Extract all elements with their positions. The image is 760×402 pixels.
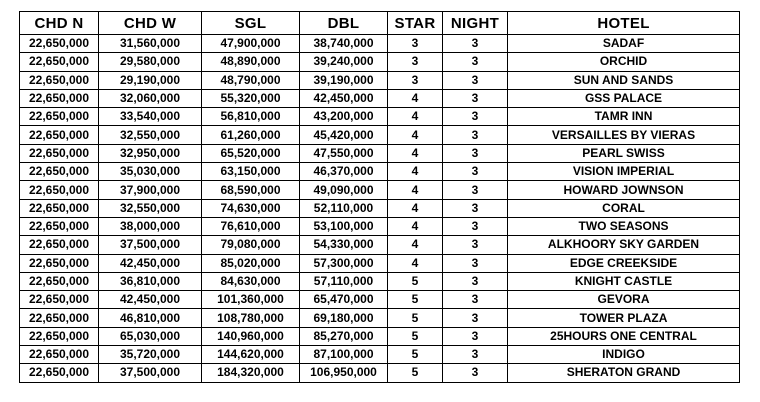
night-cell: 3 <box>443 327 508 345</box>
hotel-cell: INDIGO <box>508 346 740 364</box>
sgl-cell: 108,780,000 <box>202 309 300 327</box>
star-cell: 5 <box>388 272 443 290</box>
sgl-cell: 184,320,000 <box>202 364 300 382</box>
night-cell: 3 <box>443 144 508 162</box>
chd-n-cell: 22,650,000 <box>20 35 99 53</box>
chd-n-cell: 22,650,000 <box>20 126 99 144</box>
star-cell: 4 <box>388 254 443 272</box>
chd-w-cell: 31,560,000 <box>99 35 202 53</box>
star-cell: 4 <box>388 199 443 217</box>
star-cell: 4 <box>388 89 443 107</box>
hotel-cell: HOWARD JOWNSON <box>508 181 740 199</box>
chd-n-cell: 22,650,000 <box>20 254 99 272</box>
table-row <box>20 309 740 327</box>
chd-n-cell: 22,650,000 <box>20 327 99 345</box>
night-cell: 3 <box>443 254 508 272</box>
hotel-cell: PEARL SWISS <box>508 144 740 162</box>
table-row <box>20 181 740 199</box>
table-body <box>20 35 740 383</box>
night-cell: 3 <box>443 346 508 364</box>
chd-w-cell: 32,950,000 <box>99 144 202 162</box>
chd-w-cell: 29,190,000 <box>99 71 202 89</box>
sgl-cell: 56,810,000 <box>202 108 300 126</box>
night-cell: 3 <box>443 236 508 254</box>
hotel-cell: ORCHID <box>508 53 740 71</box>
chd-w-cell: 42,450,000 <box>99 254 202 272</box>
star-cell: 4 <box>388 163 443 181</box>
star-cell: 5 <box>388 327 443 345</box>
dbl-cell: 43,200,000 <box>300 108 388 126</box>
sgl-cell: 140,960,000 <box>202 327 300 345</box>
sgl-cell: 85,020,000 <box>202 254 300 272</box>
chd-w-cell: 42,450,000 <box>99 291 202 309</box>
chd-w-cell: 36,810,000 <box>99 272 202 290</box>
header-dbl: DBL <box>300 12 388 35</box>
sgl-cell: 55,320,000 <box>202 89 300 107</box>
table-row <box>20 364 740 382</box>
dbl-cell: 65,470,000 <box>300 291 388 309</box>
hotel-cell: KNIGHT CASTLE <box>508 272 740 290</box>
chd-n-cell: 22,650,000 <box>20 217 99 235</box>
night-cell: 3 <box>443 364 508 382</box>
sgl-cell: 61,260,000 <box>202 126 300 144</box>
night-cell: 3 <box>443 35 508 53</box>
table-row <box>20 53 740 71</box>
header-chd-n: CHD N <box>20 12 99 35</box>
header-chd-w: CHD W <box>99 12 202 35</box>
night-cell: 3 <box>443 163 508 181</box>
chd-n-cell: 22,650,000 <box>20 364 99 382</box>
sgl-cell: 48,890,000 <box>202 53 300 71</box>
sgl-cell: 74,630,000 <box>202 199 300 217</box>
dbl-cell: 87,100,000 <box>300 346 388 364</box>
chd-n-cell: 22,650,000 <box>20 309 99 327</box>
sgl-cell: 48,790,000 <box>202 71 300 89</box>
star-cell: 3 <box>388 53 443 71</box>
header-hotel: HOTEL <box>508 12 740 35</box>
chd-n-cell: 22,650,000 <box>20 236 99 254</box>
chd-n-cell: 22,650,000 <box>20 291 99 309</box>
price-table-container <box>19 11 740 383</box>
table-row <box>20 89 740 107</box>
chd-w-cell: 32,060,000 <box>99 89 202 107</box>
hotel-cell: SHERATON GRAND <box>508 364 740 382</box>
table-row <box>20 144 740 162</box>
table-row <box>20 327 740 345</box>
chd-w-cell: 37,500,000 <box>99 236 202 254</box>
night-cell: 3 <box>443 126 508 144</box>
night-cell: 3 <box>443 309 508 327</box>
hotel-cell: EDGE CREEKSIDE <box>508 254 740 272</box>
chd-n-cell: 22,650,000 <box>20 53 99 71</box>
hotel-cell: CORAL <box>508 199 740 217</box>
hotel-cell: VISION IMPERIAL <box>508 163 740 181</box>
dbl-cell: 49,090,000 <box>300 181 388 199</box>
header-sgl: SGL <box>202 12 300 35</box>
dbl-cell: 53,100,000 <box>300 217 388 235</box>
sgl-cell: 79,080,000 <box>202 236 300 254</box>
star-cell: 4 <box>388 144 443 162</box>
dbl-cell: 57,110,000 <box>300 272 388 290</box>
dbl-cell: 39,190,000 <box>300 71 388 89</box>
dbl-cell: 38,740,000 <box>300 35 388 53</box>
table-row <box>20 254 740 272</box>
hotel-cell: TOWER PLAZA <box>508 309 740 327</box>
table-row <box>20 199 740 217</box>
star-cell: 4 <box>388 181 443 199</box>
hotel-price-table <box>19 11 740 383</box>
chd-w-cell: 29,580,000 <box>99 53 202 71</box>
chd-n-cell: 22,650,000 <box>20 163 99 181</box>
night-cell: 3 <box>443 181 508 199</box>
dbl-cell: 106,950,000 <box>300 364 388 382</box>
hotel-cell: SUN AND SANDS <box>508 71 740 89</box>
header-star: STAR <box>388 12 443 35</box>
star-cell: 4 <box>388 236 443 254</box>
chd-w-cell: 32,550,000 <box>99 126 202 144</box>
dbl-cell: 52,110,000 <box>300 199 388 217</box>
star-cell: 4 <box>388 217 443 235</box>
sgl-cell: 65,520,000 <box>202 144 300 162</box>
chd-n-cell: 22,650,000 <box>20 181 99 199</box>
chd-n-cell: 22,650,000 <box>20 108 99 126</box>
chd-n-cell: 22,650,000 <box>20 71 99 89</box>
night-cell: 3 <box>443 71 508 89</box>
sgl-cell: 101,360,000 <box>202 291 300 309</box>
chd-w-cell: 38,000,000 <box>99 217 202 235</box>
sgl-cell: 63,150,000 <box>202 163 300 181</box>
star-cell: 5 <box>388 291 443 309</box>
sgl-cell: 84,630,000 <box>202 272 300 290</box>
table-row <box>20 71 740 89</box>
chd-n-cell: 22,650,000 <box>20 346 99 364</box>
chd-w-cell: 65,030,000 <box>99 327 202 345</box>
table-row <box>20 236 740 254</box>
star-cell: 4 <box>388 126 443 144</box>
night-cell: 3 <box>443 108 508 126</box>
star-cell: 5 <box>388 309 443 327</box>
sgl-cell: 68,590,000 <box>202 181 300 199</box>
dbl-cell: 69,180,000 <box>300 309 388 327</box>
hotel-cell: TAMR INN <box>508 108 740 126</box>
night-cell: 3 <box>443 291 508 309</box>
night-cell: 3 <box>443 217 508 235</box>
chd-n-cell: 22,650,000 <box>20 199 99 217</box>
sgl-cell: 76,610,000 <box>202 217 300 235</box>
dbl-cell: 57,300,000 <box>300 254 388 272</box>
dbl-cell: 46,370,000 <box>300 163 388 181</box>
table-row <box>20 163 740 181</box>
table-row <box>20 108 740 126</box>
hotel-cell: 25HOURS ONE CENTRAL <box>508 327 740 345</box>
chd-n-cell: 22,650,000 <box>20 89 99 107</box>
dbl-cell: 42,450,000 <box>300 89 388 107</box>
sgl-cell: 47,900,000 <box>202 35 300 53</box>
chd-w-cell: 46,810,000 <box>99 309 202 327</box>
hotel-cell: VERSAILLES BY VIERAS <box>508 126 740 144</box>
night-cell: 3 <box>443 53 508 71</box>
star-cell: 3 <box>388 35 443 53</box>
star-cell: 5 <box>388 364 443 382</box>
table-row <box>20 126 740 144</box>
chd-w-cell: 37,500,000 <box>99 364 202 382</box>
chd-w-cell: 35,720,000 <box>99 346 202 364</box>
dbl-cell: 45,420,000 <box>300 126 388 144</box>
star-cell: 4 <box>388 108 443 126</box>
dbl-cell: 85,270,000 <box>300 327 388 345</box>
hotel-cell: TWO SEASONS <box>508 217 740 235</box>
hotel-cell: ALKHOORY SKY GARDEN <box>508 236 740 254</box>
table-row <box>20 217 740 235</box>
dbl-cell: 47,550,000 <box>300 144 388 162</box>
table-row <box>20 272 740 290</box>
chd-w-cell: 35,030,000 <box>99 163 202 181</box>
hotel-cell: SADAF <box>508 35 740 53</box>
chd-w-cell: 37,900,000 <box>99 181 202 199</box>
star-cell: 3 <box>388 71 443 89</box>
chd-n-cell: 22,650,000 <box>20 272 99 290</box>
dbl-cell: 39,240,000 <box>300 53 388 71</box>
table-row <box>20 35 740 53</box>
dbl-cell: 54,330,000 <box>300 236 388 254</box>
sgl-cell: 144,620,000 <box>202 346 300 364</box>
hotel-cell: GSS PALACE <box>508 89 740 107</box>
night-cell: 3 <box>443 272 508 290</box>
table-header-row <box>20 12 740 35</box>
chd-w-cell: 32,550,000 <box>99 199 202 217</box>
chd-w-cell: 33,540,000 <box>99 108 202 126</box>
night-cell: 3 <box>443 199 508 217</box>
night-cell: 3 <box>443 89 508 107</box>
table-row <box>20 346 740 364</box>
chd-n-cell: 22,650,000 <box>20 144 99 162</box>
star-cell: 5 <box>388 346 443 364</box>
header-night: NIGHT <box>443 12 508 35</box>
table-row <box>20 291 740 309</box>
hotel-cell: GEVORA <box>508 291 740 309</box>
